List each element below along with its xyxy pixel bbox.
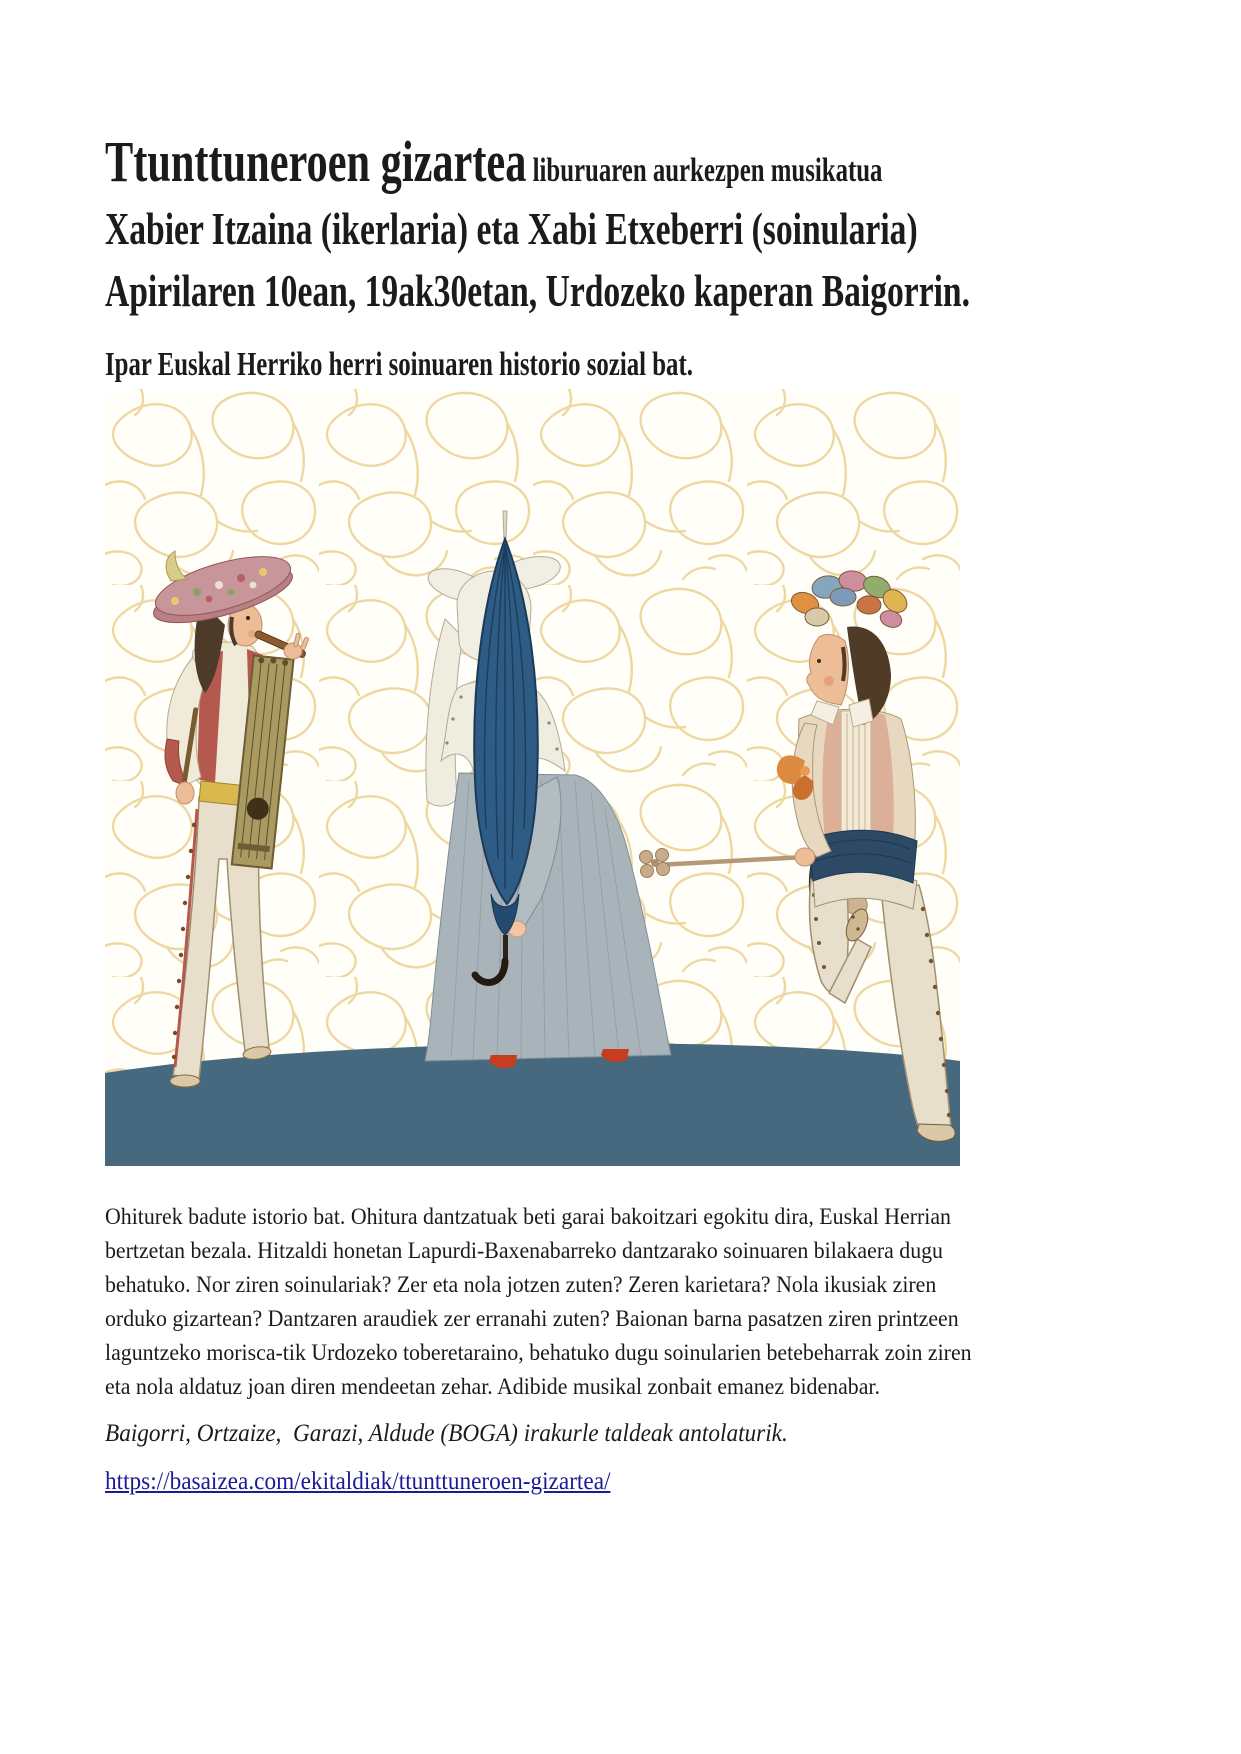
organizers-line: Baigorri, Ortzaize, Garazi, Aldude (BOGA) irakurle taldeak antolaturik. <box>105 1420 788 1447</box>
page-title <box>105 129 1165 201</box>
event-link[interactable]: https://basaizea.com/ekitaldiak/ttunttuneroen-gizartea/ <box>105 1468 611 1495</box>
paragraph-line: orduko gizartean? Dantzaren araudiek zer erranahi zuten? Baionan barna pasatzen ziren printzeen <box>105 1306 959 1332</box>
paragraph-line: behatuko. Nor ziren soinulariak? Zer eta nola jotzen zuten? Zeren karietara? Nola ikusiak ziren <box>105 1272 937 1298</box>
paragraph-line: Ohiturek badute istorio bat. Ohitura dantzatuak beti garai bakoitzari egokitu dira, Euskal Herrian <box>105 1204 951 1230</box>
title-main: Ttunttuneroen gizartea <box>105 129 527 194</box>
illustration <box>105 389 960 1166</box>
paragraph-line: eta nola aldatuz joan diren mendeetan zehar. Adibide musikal zonbait emanez bidenabar. <box>105 1374 880 1400</box>
event-line: Apirilaren 10ean, 19ak30etan, Urdozeko kaperan Baigorrin. <box>105 265 971 316</box>
authors-line: Xabier Itzaina (ikerlaria) eta Xabi Etxeberri (soinularia) <box>105 203 918 254</box>
body-paragraph <box>105 1200 1165 1404</box>
paragraph-line: bertzetan bezala. Hitzaldi honetan Lapurdi-Baxenabarreko dantzarako soinuaren bilakaera dugu <box>105 1238 943 1264</box>
link-row <box>105 1465 1165 1499</box>
subtitle: Ipar Euskal Herriko herri soinuaren historio sozial bat. <box>105 346 693 383</box>
ground-mound <box>105 1043 960 1166</box>
illustration-svg <box>105 389 960 1166</box>
title-suffix: liburuaren aurkezpen musikatua <box>526 152 883 189</box>
shirt-ruffle <box>841 711 871 839</box>
document-content <box>105 0 1165 1499</box>
paragraph-line: laguntzeko morisca-tik Urdozeko toberetaraino, behatuko dugu soinularien betebeharrak zoin ziren <box>105 1340 972 1366</box>
